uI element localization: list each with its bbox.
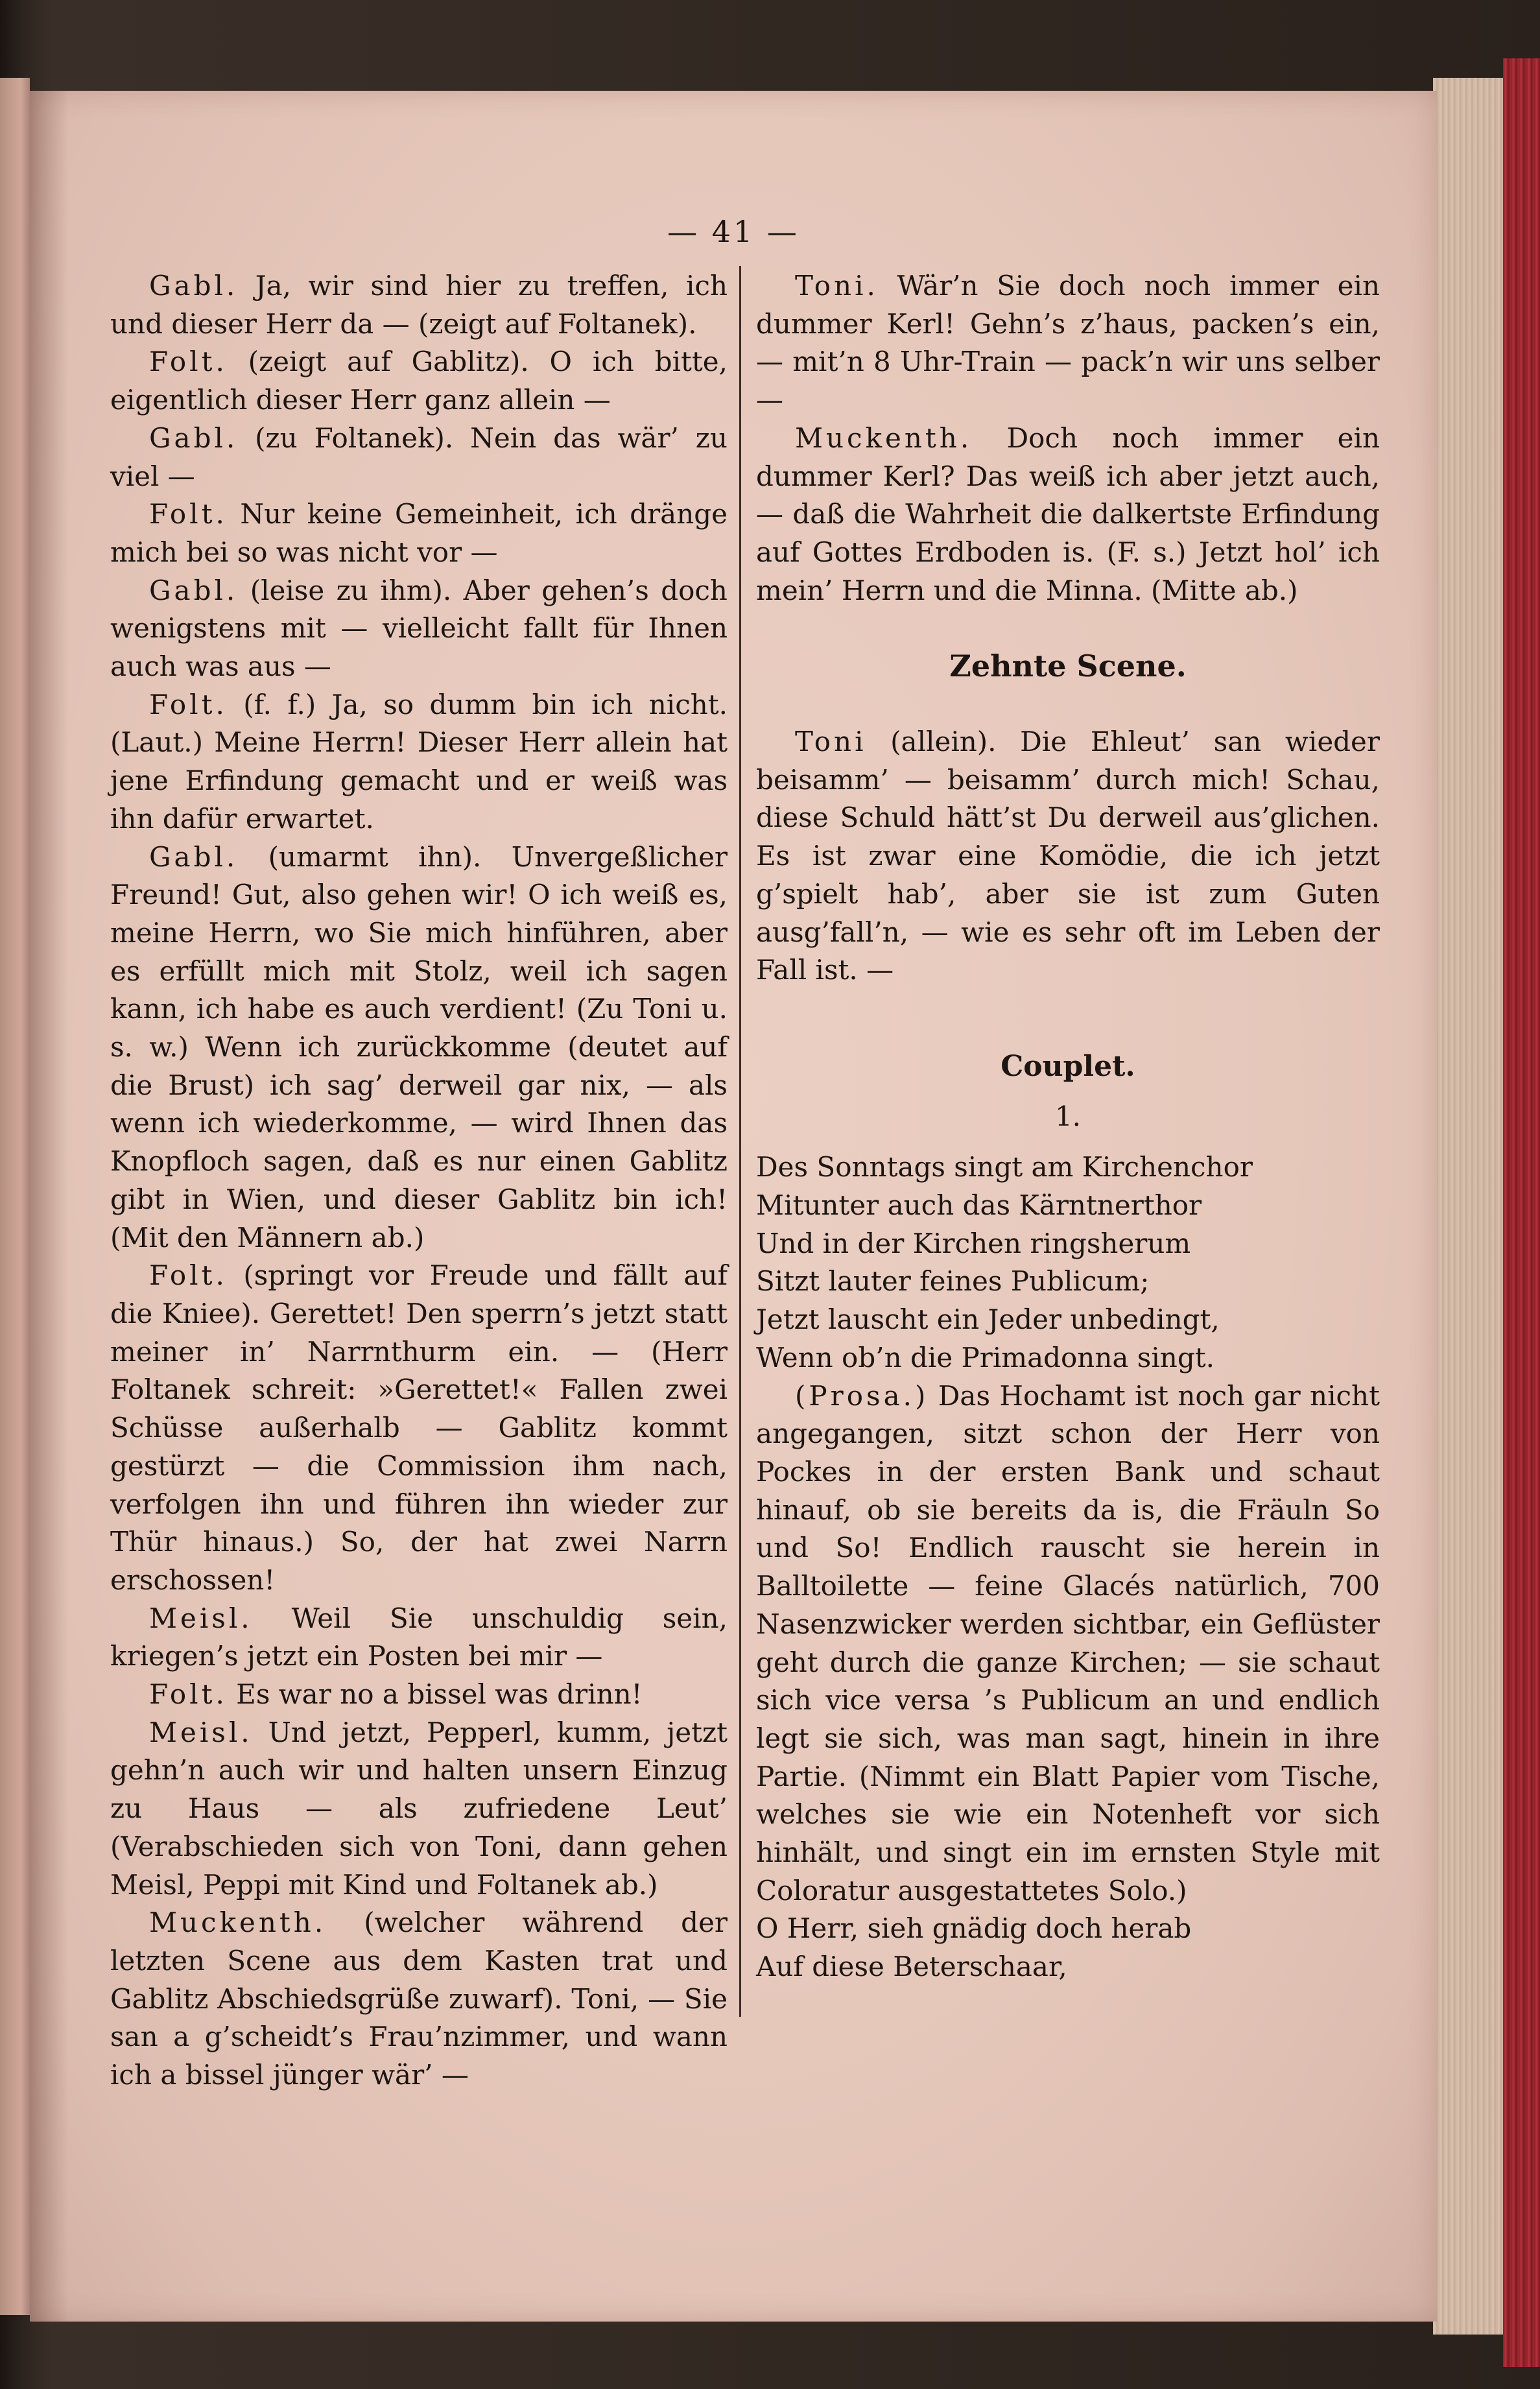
speaker-name: Meisl. [149,1716,253,1748]
speaker-name: Folt. [149,346,228,378]
scene-heading: Zehnte Scene. [949,648,1187,684]
dialogue-text: (f. f.) Ja, so dumm bin ich nicht. (Laut.) Meine Herrn! Dieser Herr allein hat jene Erfindung gemacht und er weiß was ihn dafür erwartet. [110,688,728,835]
speaker-name: Toni [795,726,867,758]
dialogue-text: Es war no a bissel was drinn! [236,1678,643,1711]
dialogue-text: (springt vor Freude und fällt auf die Kniee). Gerettet! Den sperrn’s jetzt statt meiner in’ Narrnthurm ein. — (Herr Foltanek schreit: »Gerettet!« Fallen zwei Schüsse außerhalb — Gablitz kommt gestürzt — die Commission ihm nach, verfolgen ihn und führen ihn wieder zur Thür hinaus.) So, der hat zwei Narrn erschossen! [110,1259,728,1596]
dialogue-text: Doch noch immer ein dummer Kerl? Das weiß ich aber jetzt auch, — daß die Wahrheit die dalkertste Erfindung auf Gottes Erdboden is. (F. s.) Jetzt hol’ ich mein’ Herrn und die Minna. (Mitte ab.) [756,422,1380,606]
dialogue-text: (allein). Die Ehleut’ san wieder beisamm’ — beisamm’ durch mich! Schau, diese Schuld hätt’st Du derweil aus’glichen. Es ist zwar eine Komödie, die ich jetzt g’spielt hab’, aber sie ist zum Guten ausg’fall’n, — wie es sehr oft im Leben der Fall ist. — [756,726,1380,986]
speaker-name: Gabl. [149,574,239,606]
page-stack-edge [1433,78,1504,2335]
verse-line: Mitunter auch das Kärntnerthor [756,1189,1202,1222]
speaker-name: Folt. [149,498,228,530]
dialogue-line [110,495,728,571]
speaker-name: Toni. [795,270,879,302]
dialogue-line [110,343,728,419]
speaker-name: Gabl. [149,422,239,454]
dialogue-text: (zeigt auf Gablitz). O ich bitte, eigentlich dieser Herr ganz allein — [110,346,728,416]
dialogue-line [756,420,1380,610]
dialogue-text: Und jetzt, Pepperl, kumm, jetzt gehn’n auch wir und halten unsern Einzug zu Haus — als zufriedene Leut’ (Verabschieden sich von Toni, dann gehen Meisl, Peppi mit Kind und Foltanek ab.) [110,1716,728,1901]
speaker-name: Folt. [149,688,228,720]
facing-page-edge [0,78,30,2315]
dialogue-text: Weil Sie unschuldig sein, kriegen’s jetzt ein Posten bei mir — [110,1602,728,1672]
dialogue-line [756,267,1380,420]
speaker-name: Meisl. [149,1602,253,1634]
dialogue-text: Nur keine Gemeinheit, ich dränge mich bei so was nicht vor — [110,498,728,568]
dialogue-text: (umarmt ihn). Unvergeßlicher Freund! Gut, also gehen wir! O ich weiß es, meine Herrn, wo Sie mich hinführen, aber es erfüllt mich mit Stolz, weil ich sagen kann, ich habe es auch verdient! (Zu Toni u. s. w.) Wenn ich zurückkomme (deutet auf die Brust) ich sag’ derweil gar nix, — als wenn ich wiederkomme, — wird Ihnen das Knopfloch sagen, daß es nur einen Gablitz gibt in Wien, und dieser Gablitz bin ich! (Mit den Männern ab.) [110,840,728,1254]
verse-number: 1. [1054,1100,1082,1132]
couplet-heading: Couplet. [1001,1049,1135,1083]
speaker-name: Folt. [149,1259,228,1292]
speaker-name: Muckenth. [149,1907,327,1939]
book-cover-edge [1503,58,1540,2367]
verse-line: Und in der Kirchen ringsherum [756,1227,1191,1259]
dialogue-text: (leise zu ihm). Aber gehen’s doch wenigstens mit — vielleicht fallt für Ihnen auch was aus — [110,574,728,683]
gutter-shadow [30,91,69,2322]
book-page [30,91,1437,2322]
left-column [110,267,728,2095]
speaker-name: Gabl. [149,270,239,302]
prosa-paragraph [756,1377,1380,1910]
dialogue-line [110,686,728,838]
dialogue-text: (welcher während der letzten Scene aus dem Kasten trat und Gablitz Abschiedsgrüße zuwarf). Toni, — Sie san a g’scheidt’s Frau’nzimmer, und wann ich a bissel jünger wär’ — [110,1907,728,2091]
dialogue-line [110,838,728,1257]
dialogue-line [110,1904,728,2095]
dialogue-line [110,267,728,343]
right-column [756,267,1380,1986]
speaker-name: Muckenth. [795,422,973,454]
dialogue-line [110,1600,728,1676]
column-divider [739,266,741,2017]
verse-line: Sitzt lauter feines Publicum; [756,1265,1150,1298]
dialogue-text: Wär’n Sie doch noch immer ein dummer Kerl! Gehn’s z’haus, packen’s ein, — mit’n 8 Uhr-Train — pack’n wir uns selber — [756,270,1380,416]
speaker-name: Gabl. [149,840,239,873]
dialogue-line [110,420,728,495]
verse-line: Auf diese Beterschaar, [756,1951,1067,1983]
speaker-name: Folt. [149,1678,228,1711]
prosa-label: (Prosa.) [795,1379,929,1412]
verse-line: Wenn ob’n die Primadonna singt. [756,1341,1214,1373]
dialogue-text: Ja, wir sind hier zu treffen, ich und dieser Herr da — (zeigt auf Foltanek). [110,270,728,340]
dialogue-line [110,1714,728,1905]
dialogue-line [756,723,1380,990]
verse-line: Jetzt lauscht ein Jeder unbedingt, [756,1303,1220,1336]
verse-line: O Herr, sieh gnädig doch herab [756,1912,1192,1945]
dialogue-line [110,1257,728,1599]
dialogue-text: (zu Foltanek). Nein das wär’ zu viel — [110,422,728,492]
prosa-text: Das Hochamt ist noch gar nicht angegangen, sitzt schon der Herr von Pockes in der ersten Bank und schaut hinauf, ob sie bereits da is, die Fräuln So und So! Endlich rauscht sie herein in Balltoilette — feine Glacés natürlich, 700 Nasenzwicker werden sichtbar, ein Geflüster geht durch die ganze Kirchen; — sie schaut sich vice versa ’s Publicum an und endlich legt sie sich, was man sagt, hinein in ihre Partie. (Nimmt ein Blatt Papier vom Tische, welches sie wie ein Notenheft vor sich hinhält, und singt ein im ernsten Style mit Coloratur ausgestattetes Solo.) [756,1379,1380,1907]
dialogue-line [110,572,728,686]
dialogue-line [110,1676,728,1714]
page-number: — 41 — [667,214,800,249]
verse-line: Des Sonntags singt am Kirchenchor [756,1151,1253,1183]
